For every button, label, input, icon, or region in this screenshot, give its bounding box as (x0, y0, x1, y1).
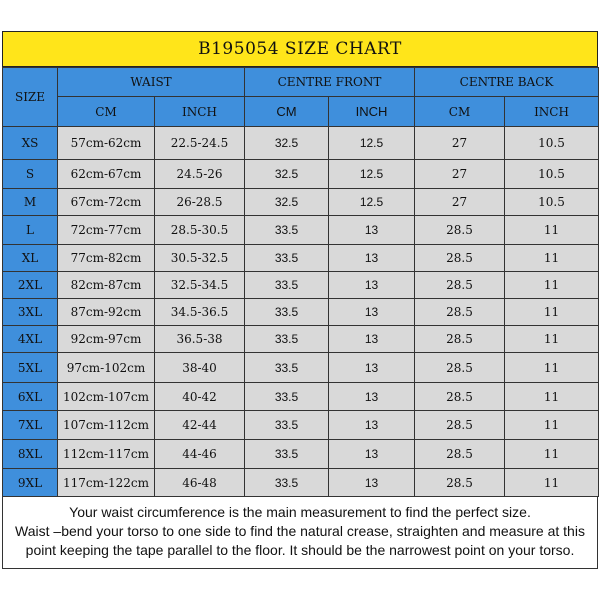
size-cell: 2XL (3, 272, 58, 299)
waist-inch-cell: 44-46 (155, 440, 245, 469)
back-inch-cell: 11 (505, 216, 599, 245)
size-cell: 4XL (3, 326, 58, 353)
size-cell: S (3, 160, 58, 189)
note-line-3: point keeping the tape parallel to the floor. It should be the narrowest point on your torso. (25, 542, 575, 558)
table-row (3, 127, 599, 160)
back-cm-cell: 28.5 (415, 411, 505, 440)
measurement-note (2, 497, 598, 569)
table-row (3, 326, 599, 353)
front-inch-cell: 13 (329, 469, 415, 497)
back-inch-cell: 11 (505, 440, 599, 469)
waist-cm-cell: 107cm-112cm (58, 411, 155, 440)
waist-inch-cell: 34.5-36.5 (155, 299, 245, 326)
size-cell: 8XL (3, 440, 58, 469)
front-cm-cell: 33.5 (245, 411, 329, 440)
waist-cm-cell: 62cm-67cm (58, 160, 155, 189)
size-cell: L (3, 216, 58, 245)
back-inch-cell: 11 (505, 353, 599, 383)
waist-inch-cell: 24.5-26 (155, 160, 245, 189)
size-chart (2, 31, 598, 497)
waist-inch-cell: 40-42 (155, 383, 245, 411)
size-cell: XL (3, 245, 58, 272)
waist-cm-cell: 92cm-97cm (58, 326, 155, 353)
back-cm-cell: 28.5 (415, 272, 505, 299)
size-cell: 7XL (3, 411, 58, 440)
table-row (3, 245, 599, 272)
waist-cm-cell: 112cm-117cm (58, 440, 155, 469)
waist-inch-header: INCH (155, 97, 245, 127)
header-group-row (3, 68, 599, 97)
back-inch-cell: 11 (505, 469, 599, 497)
back-inch-cell: 11 (505, 326, 599, 353)
waist-cm-cell: 67cm-72cm (58, 189, 155, 216)
front-cm-cell: 33.5 (245, 245, 329, 272)
back-cm-cell: 28.5 (415, 383, 505, 411)
table-row (3, 469, 599, 497)
front-inch-cell: 13 (329, 299, 415, 326)
front-inch-cell: 13 (329, 272, 415, 299)
waist-cm-cell: 57cm-62cm (58, 127, 155, 160)
front-cm-cell: 33.5 (245, 469, 329, 497)
front-cm-cell: 33.5 (245, 353, 329, 383)
note-line-2: Waist –bend your torso to one side to find the natural crease, straighten and measure at this (15, 523, 585, 539)
size-cell: XS (3, 127, 58, 160)
back-inch-cell: 10.5 (505, 127, 599, 160)
front-cm-header: CM (245, 97, 329, 127)
table-row (3, 272, 599, 299)
note-line-1: Your waist circumference is the main measurement to find the perfect size. (69, 504, 531, 520)
front-cm-cell: 32.5 (245, 127, 329, 160)
back-cm-cell: 28.5 (415, 216, 505, 245)
front-inch-cell: 13 (329, 440, 415, 469)
waist-header: WAIST (58, 68, 245, 97)
waist-cm-cell: 97cm-102cm (58, 353, 155, 383)
back-cm-cell: 27 (415, 160, 505, 189)
front-inch-cell: 12.5 (329, 127, 415, 160)
back-inch-cell: 10.5 (505, 189, 599, 216)
centre-front-header: CENTRE FRONT (245, 68, 415, 97)
size-cell: 9XL (3, 469, 58, 497)
waist-inch-cell: 42-44 (155, 411, 245, 440)
back-cm-cell: 28.5 (415, 245, 505, 272)
waist-inch-cell: 22.5-24.5 (155, 127, 245, 160)
back-cm-cell: 28.5 (415, 469, 505, 497)
header-unit-row (3, 97, 599, 127)
front-cm-cell: 33.5 (245, 326, 329, 353)
front-inch-cell: 13 (329, 245, 415, 272)
waist-inch-cell: 30.5-32.5 (155, 245, 245, 272)
back-inch-cell: 11 (505, 272, 599, 299)
back-cm-cell: 28.5 (415, 299, 505, 326)
size-cell: 3XL (3, 299, 58, 326)
back-inch-cell: 10.5 (505, 160, 599, 189)
table-row (3, 440, 599, 469)
waist-cm-cell: 87cm-92cm (58, 299, 155, 326)
waist-inch-cell: 38-40 (155, 353, 245, 383)
back-cm-cell: 27 (415, 127, 505, 160)
front-cm-cell: 33.5 (245, 272, 329, 299)
waist-cm-header: CM (58, 97, 155, 127)
front-cm-cell: 32.5 (245, 189, 329, 216)
front-cm-cell: 32.5 (245, 160, 329, 189)
back-inch-cell: 11 (505, 411, 599, 440)
waist-inch-cell: 28.5-30.5 (155, 216, 245, 245)
back-inch-header: INCH (505, 97, 599, 127)
waist-cm-cell: 72cm-77cm (58, 216, 155, 245)
front-inch-cell: 12.5 (329, 189, 415, 216)
front-cm-cell: 33.5 (245, 383, 329, 411)
table-row (3, 216, 599, 245)
back-cm-cell: 28.5 (415, 440, 505, 469)
table-row (3, 353, 599, 383)
front-inch-cell: 12.5 (329, 160, 415, 189)
front-inch-cell: 13 (329, 411, 415, 440)
size-cell: 5XL (3, 353, 58, 383)
size-rows (3, 127, 599, 497)
front-cm-cell: 33.5 (245, 299, 329, 326)
size-header: SIZE (3, 68, 58, 127)
back-inch-cell: 11 (505, 383, 599, 411)
back-cm-cell: 27 (415, 189, 505, 216)
front-inch-cell: 13 (329, 216, 415, 245)
front-cm-cell: 33.5 (245, 440, 329, 469)
chart-title: B195054 SIZE CHART (2, 31, 598, 67)
table-row (3, 189, 599, 216)
back-inch-cell: 11 (505, 245, 599, 272)
size-cell: M (3, 189, 58, 216)
back-cm-cell: 28.5 (415, 326, 505, 353)
table-row (3, 411, 599, 440)
front-inch-cell: 13 (329, 326, 415, 353)
table-row (3, 299, 599, 326)
table-row (3, 383, 599, 411)
waist-cm-cell: 82cm-87cm (58, 272, 155, 299)
front-inch-cell: 13 (329, 383, 415, 411)
waist-cm-cell: 102cm-107cm (58, 383, 155, 411)
waist-inch-cell: 36.5-38 (155, 326, 245, 353)
waist-inch-cell: 32.5-34.5 (155, 272, 245, 299)
back-cm-cell: 28.5 (415, 353, 505, 383)
waist-inch-cell: 46-48 (155, 469, 245, 497)
waist-cm-cell: 117cm-122cm (58, 469, 155, 497)
back-cm-header: CM (415, 97, 505, 127)
size-cell: 6XL (3, 383, 58, 411)
table-row (3, 160, 599, 189)
front-inch-header: INCH (329, 97, 415, 127)
waist-inch-cell: 26-28.5 (155, 189, 245, 216)
centre-back-header: CENTRE BACK (415, 68, 599, 97)
size-table (2, 67, 599, 497)
waist-cm-cell: 77cm-82cm (58, 245, 155, 272)
back-inch-cell: 11 (505, 299, 599, 326)
front-inch-cell: 13 (329, 353, 415, 383)
front-cm-cell: 33.5 (245, 216, 329, 245)
